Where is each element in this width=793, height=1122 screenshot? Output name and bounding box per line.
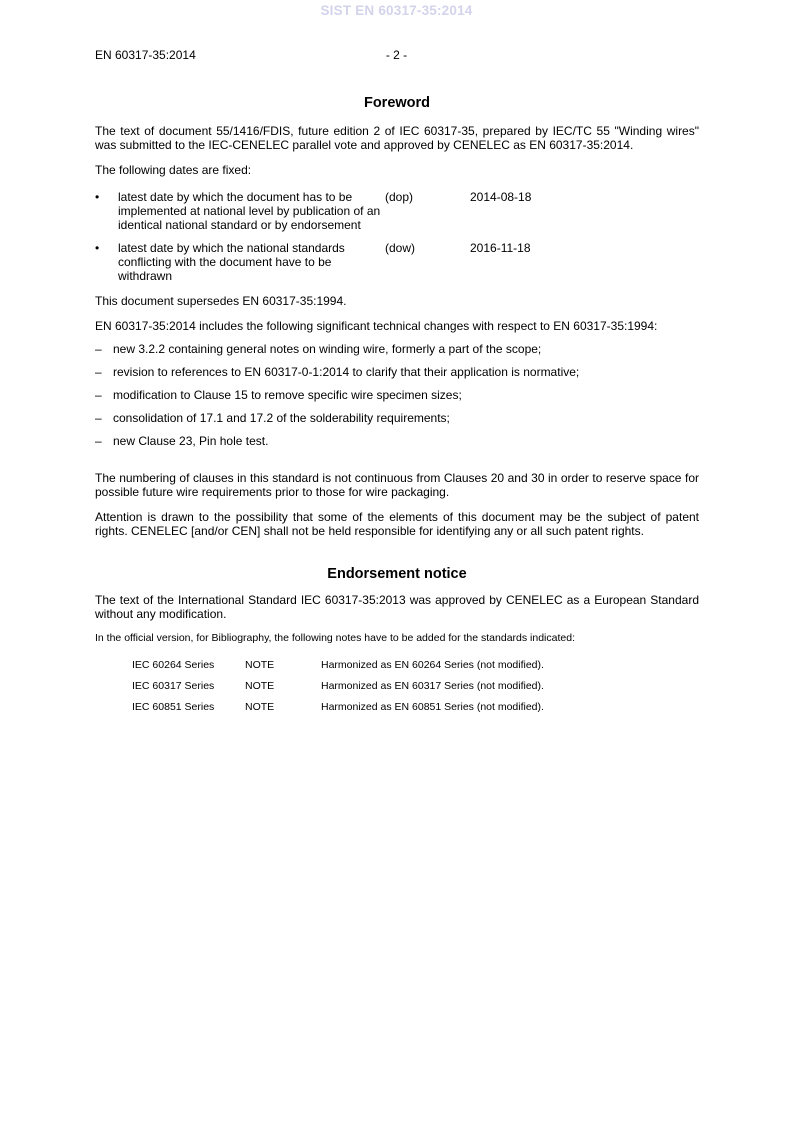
date-description: latest date by which the document has to be implemented at national level by publication of an identical national standard or by endorsement — [118, 190, 381, 232]
bibliography-notes — [132, 655, 699, 718]
change-item — [95, 365, 699, 379]
document-id: EN 60317-35:2014 — [95, 48, 196, 62]
dash-icon: – — [95, 411, 102, 425]
note-row — [132, 655, 699, 676]
change-item — [95, 388, 699, 402]
endorsement-title: Endorsement notice — [327, 566, 467, 582]
note-row — [132, 676, 699, 697]
date-value: 2016-11-18 — [470, 241, 531, 255]
change-text: revision to references to EN 60317-0-1:2014 to clarify that their application is normative; — [113, 365, 580, 379]
note-text: Harmonized as EN 60851 Series (not modified). — [321, 701, 544, 713]
bibliography-intro: In the official version, for Bibliography, the following notes have to be added for the standards indicated: — [95, 632, 575, 644]
note-label: NOTE — [245, 680, 275, 692]
changes-list — [95, 342, 699, 448]
numbering-note: The numbering of clauses in this standard is not continuous from Clauses 20 and 30 in order to reserve space for possible future wire requirements prior to those for wire packaging. — [95, 471, 699, 499]
change-item — [95, 411, 699, 425]
note-label: NOTE — [245, 659, 275, 671]
supersedes-note: This document supersedes EN 60317-35:1994. — [95, 294, 347, 308]
date-code: (dop) — [385, 190, 414, 204]
changes-intro: EN 60317-35:2014 includes the following significant technical changes with respect to EN 60317-35:1994: — [95, 319, 658, 333]
dash-icon: – — [95, 388, 102, 402]
change-text: consolidation of 17.1 and 17.2 of the solderability requirements; — [113, 411, 450, 425]
dash-icon: – — [95, 434, 102, 448]
note-standard: IEC 60317 Series — [132, 680, 215, 692]
bullet-icon: • — [95, 190, 100, 204]
dash-icon: – — [95, 342, 102, 356]
dates-list — [95, 190, 699, 283]
bullet-icon: • — [95, 241, 100, 255]
change-item — [95, 342, 699, 356]
date-item-dow — [95, 241, 699, 283]
patent-note: Attention is drawn to the possibility that some of the elements of this document may be the subject of patent rights. CENELEC [and/or CEN] shall not be held responsible for identifying any or all such patent rights. — [95, 510, 699, 538]
dates-intro: The following dates are fixed: — [95, 163, 252, 177]
date-code: (dow) — [385, 241, 416, 255]
date-value: 2014-08-18 — [470, 190, 532, 204]
page-number: - 2 - — [385, 48, 408, 62]
watermark-header: SIST EN 60317-35:2014 — [320, 3, 473, 18]
change-item — [95, 434, 699, 448]
page-content — [95, 94, 699, 718]
change-text: new Clause 23, Pin hole test. — [113, 434, 269, 448]
note-label: NOTE — [245, 701, 275, 713]
note-text: Harmonized as EN 60264 Series (not modified). — [321, 659, 544, 671]
endorsement-text: The text of the International Standard IEC 60317-35:2013 was approved by CENELEC as a European Standard without any modification. — [95, 593, 699, 621]
change-text: modification to Clause 15 to remove specific wire specimen sizes; — [113, 388, 462, 402]
note-standard: IEC 60264 Series — [132, 659, 215, 671]
note-text: Harmonized as EN 60317 Series (not modified). — [321, 680, 544, 692]
change-text: new 3.2.2 containing general notes on winding wire, formerly a part of the scope; — [113, 342, 542, 356]
date-description: latest date by which the national standards conflicting with the document have to be withdrawn — [118, 241, 345, 283]
note-standard: IEC 60851 Series — [132, 701, 215, 713]
dash-icon: – — [95, 365, 102, 379]
date-item-dop — [95, 190, 699, 232]
note-row — [132, 697, 699, 718]
foreword-intro: The text of document 55/1416/FDIS, future edition 2 of IEC 60317-35, prepared by IEC/TC 55 "Winding wires" was submitted to the IEC-CENELEC parallel vote and approved by CENELEC as EN 60317-35:2014. — [95, 124, 699, 152]
foreword-title: Foreword — [363, 95, 431, 111]
